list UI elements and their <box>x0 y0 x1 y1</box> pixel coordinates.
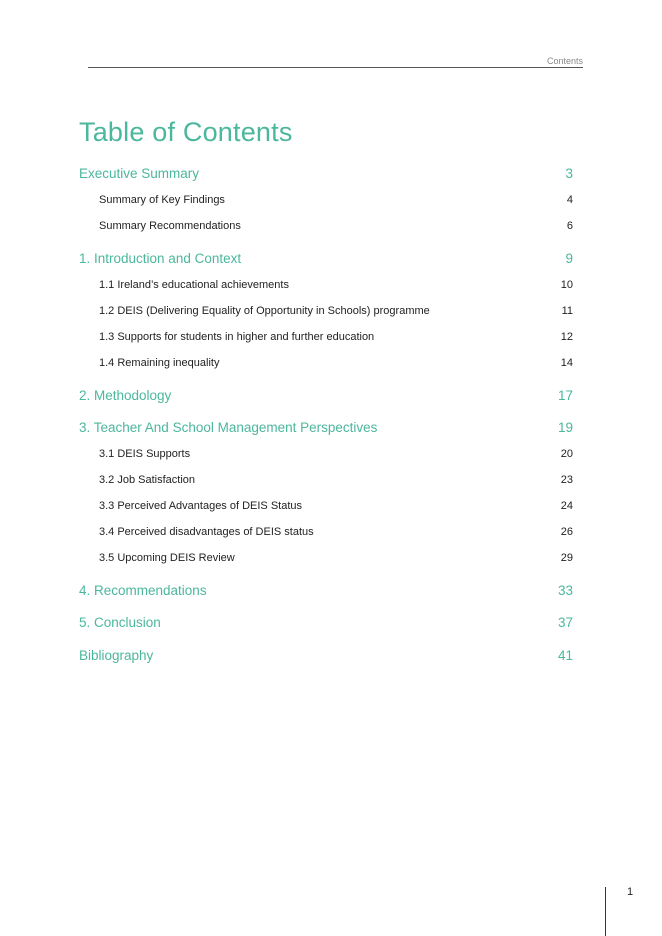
toc-entry-page: 26 <box>560 526 573 538</box>
toc-entry-3-3[interactable] <box>99 500 573 518</box>
toc-entry-label: 1. Introduction and Context <box>79 251 242 266</box>
toc-entry-page: 9 <box>565 251 573 266</box>
toc-entry-page: 29 <box>560 552 573 564</box>
toc-entry-label: 3. Teacher And School Management Perspectives <box>79 420 378 435</box>
toc-entry-1-2[interactable] <box>99 305 573 323</box>
toc-entry-3-4[interactable] <box>99 526 573 544</box>
toc-entry-3-1[interactable] <box>99 448 573 466</box>
toc-entry-label: 3.1 DEIS Supports <box>99 448 191 460</box>
toc-entry-label: 3.3 Perceived Advantages of DEIS Status <box>99 500 303 512</box>
toc-entry-introduction[interactable] <box>79 251 573 273</box>
toc-entry-perspectives[interactable] <box>79 420 573 442</box>
toc-entry-label: Executive Summary <box>79 166 200 181</box>
toc-entry-1-3[interactable] <box>99 331 573 349</box>
toc-entry-1-4[interactable] <box>99 357 573 375</box>
toc-entry-page: 14 <box>560 357 573 369</box>
toc-entry-page: 12 <box>560 331 573 343</box>
toc-entry-label: 3.5 Upcoming DEIS Review <box>99 552 235 564</box>
toc-entry-summary-recommendations[interactable] <box>99 220 573 238</box>
toc-entry-label: Summary of Key Findings <box>99 194 225 206</box>
toc-entry-executive-summary[interactable] <box>79 166 573 188</box>
toc-entry-methodology[interactable] <box>79 388 573 410</box>
toc-entry-label: 2. Methodology <box>79 388 172 403</box>
running-header-title: Contents <box>546 56 583 66</box>
toc-entry-page: 33 <box>557 583 573 598</box>
toc-entry-page: 37 <box>557 615 573 630</box>
page-title: Table of Contents <box>79 117 293 147</box>
toc-entry-page: 6 <box>566 220 573 232</box>
toc-entry-3-5[interactable] <box>99 552 573 570</box>
toc-entry-page: 24 <box>560 500 573 512</box>
toc-entry-key-findings[interactable] <box>99 194 573 212</box>
page-number: 1 <box>627 886 634 898</box>
toc-entry-page: 23 <box>560 474 573 486</box>
toc-entry-3-2[interactable] <box>99 474 573 492</box>
footer-divider <box>605 887 606 936</box>
toc-entry-1-1[interactable] <box>99 279 573 297</box>
toc-entry-bibliography[interactable] <box>79 648 573 670</box>
toc-entry-label: 1.4 Remaining inequality <box>99 357 220 369</box>
toc-entry-page: 19 <box>557 420 573 435</box>
toc-entry-page: 10 <box>560 279 573 291</box>
toc-entry-label: 3.2 Job Satisfaction <box>99 474 196 486</box>
toc-entry-label: 3.4 Perceived disadvantages of DEIS status <box>99 526 314 538</box>
toc-entry-label: 5. Conclusion <box>79 615 161 630</box>
toc-entry-page: 41 <box>557 648 573 663</box>
toc-entry-label: 1.2 DEIS (Delivering Equality of Opportunity in Schools) programme <box>99 305 430 317</box>
toc-entry-conclusion[interactable] <box>79 615 573 637</box>
toc-entry-label: Bibliography <box>79 648 154 663</box>
toc-entry-label: 1.3 Supports for students in higher and further education <box>99 331 375 343</box>
toc-entry-page: 20 <box>560 448 573 460</box>
toc-entry-label: Summary Recommendations <box>99 220 241 232</box>
toc-entry-page: 3 <box>565 166 573 181</box>
toc-entry-page: 17 <box>557 388 573 403</box>
toc-entry-label: 4. Recommendations <box>79 583 207 598</box>
toc-entry-recommendations[interactable] <box>79 583 573 605</box>
toc-entry-page: 4 <box>566 194 573 206</box>
toc-entry-page: 11 <box>561 305 573 317</box>
toc-entry-label: 1.1 Ireland’s educational achievements <box>99 279 289 291</box>
running-header <box>88 56 583 68</box>
